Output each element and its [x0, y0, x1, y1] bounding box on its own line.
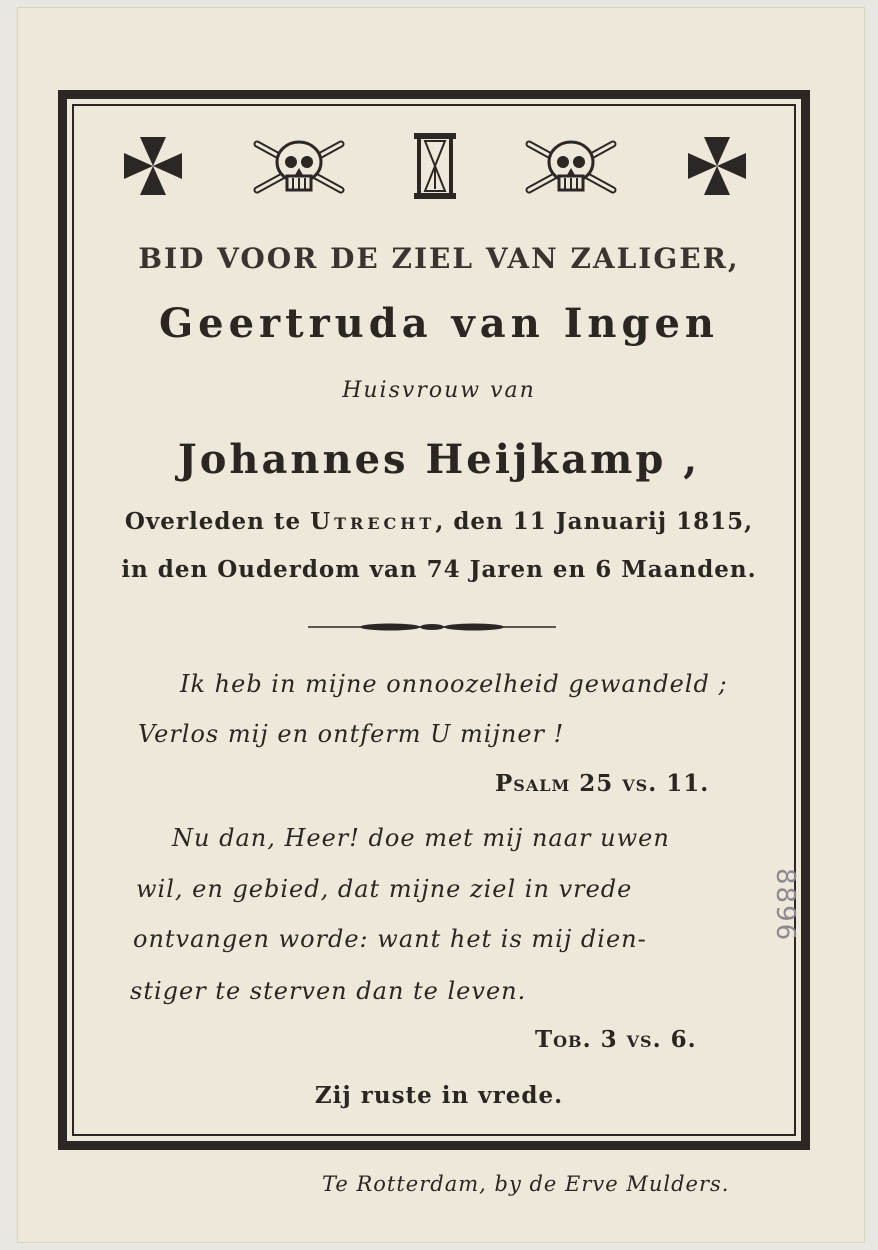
ornamental-divider: [308, 622, 556, 632]
verse-line: ontvangen worde: want het is mij dien-: [133, 925, 647, 953]
verse-line: Ik heb in mijne onnoozelheid gewandeld ;: [180, 670, 728, 698]
pencil-inventory-number: 8896: [770, 868, 800, 943]
verse-line: Verlos mij en ontferm U mijner !: [138, 720, 565, 748]
verse-line: wil, en gebied, dat mijne ziel in vrede: [136, 875, 633, 903]
death-line: [0, 508, 878, 535]
verse-line: stiger te sterven dan te leven.: [130, 977, 527, 1005]
scripture-reference: Tob. 3 vs. 6.: [535, 1026, 697, 1053]
verse-line: Nu dan, Heer! doe met mij naar uwen: [172, 824, 670, 852]
death-date: , den 11 Januarij 1815,: [435, 508, 754, 535]
skull-crossbones-icon: [519, 134, 623, 198]
deceased-name: Geertruda van Ingen: [158, 300, 720, 347]
hourglass-icon: [412, 131, 458, 201]
death-city: Utrecht: [310, 508, 436, 535]
memento-mori-icons: [120, 128, 750, 204]
cross-pattee-icon: [684, 133, 750, 199]
spouse-name: Johannes Heijkamp ,: [177, 436, 701, 483]
relation-label: Huisvrouw van: [342, 378, 536, 403]
printer-imprint: Te Rotterdam, by de Erve Mulders.: [322, 1172, 730, 1196]
rest-in-peace-line: Zij ruste in vrede.: [314, 1082, 564, 1109]
age-line: in den Ouderdom van 74 Jaren en 6 Maanden.: [121, 556, 757, 583]
scripture-reference: Psalm 25 vs. 11.: [495, 770, 710, 797]
skull-crossbones-icon: [247, 134, 351, 198]
cross-pattee-icon: [120, 133, 186, 199]
invocation-heading: BID VOOR DE ZIEL VAN ZALIGER,: [138, 242, 740, 275]
death-prefix: Overleden te: [124, 508, 311, 535]
